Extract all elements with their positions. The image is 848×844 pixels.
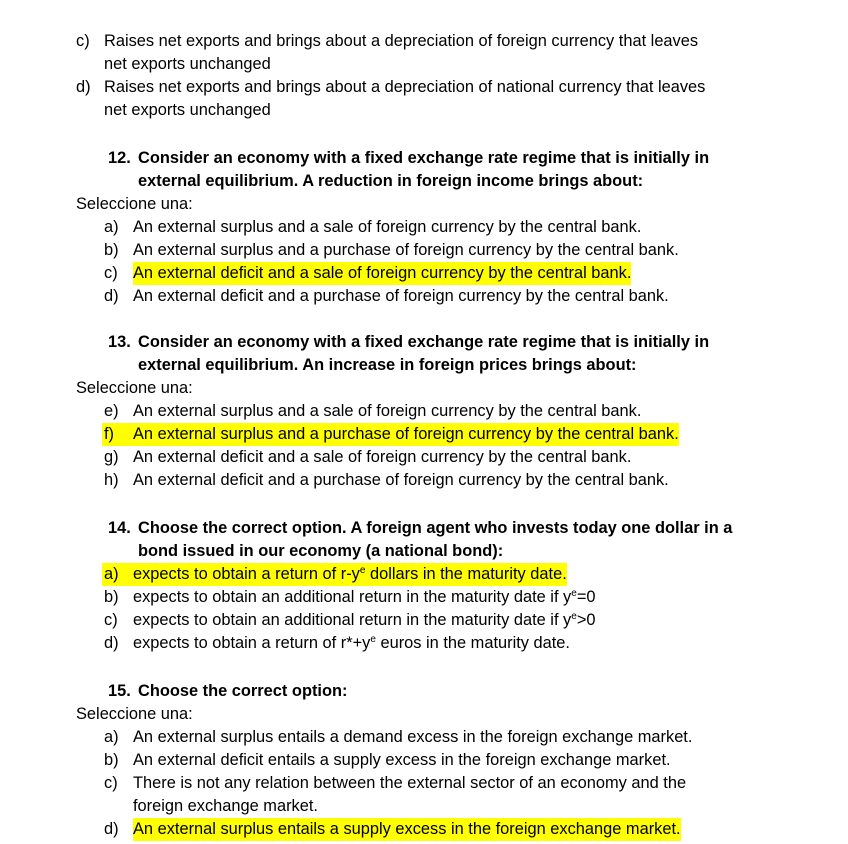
q13-option-e[interactable] — [0, 400, 848, 423]
q15-option-a[interactable] — [0, 726, 848, 749]
prev-option-c[interactable] — [0, 30, 848, 53]
q14-option-c[interactable] — [0, 609, 848, 632]
option-letter: c) — [104, 611, 118, 629]
q13-option-h[interactable] — [0, 469, 848, 492]
q14-option-d[interactable] — [0, 632, 848, 655]
option-letter: c) — [104, 264, 118, 282]
option-text-part: >0 — [576, 611, 596, 629]
q12-option-a[interactable] — [0, 216, 848, 239]
question-number: 13. — [108, 333, 131, 351]
select-label — [0, 377, 848, 400]
q13-option-g[interactable] — [0, 446, 848, 469]
question-number: 14. — [108, 519, 131, 537]
option-letter: b) — [104, 588, 119, 606]
question-number: 12. — [108, 149, 131, 167]
question-12-title — [0, 147, 848, 170]
question-text: bond issued in our economy (a national bond): — [138, 542, 504, 560]
option-text: Raises net exports and brings about a depreciation of foreign currency that leaves — [104, 32, 699, 50]
superscript: e — [571, 611, 577, 622]
option-text: An external surplus and a purchase of foreign currency by the central bank. — [133, 241, 679, 259]
option-text-part: =0 — [576, 588, 596, 606]
question-14-title — [0, 517, 848, 540]
option-text: An external surplus entails a demand excess in the foreign exchange market. — [133, 728, 693, 746]
option-letter: d) — [104, 634, 119, 652]
option-letter: d) — [104, 287, 119, 305]
question-number: 15. — [108, 682, 131, 700]
q15-option-b[interactable] — [0, 749, 848, 772]
option-text: Raises net exports and brings about a depreciation of national currency that leaves — [104, 78, 706, 96]
option-letter-highlighted: a) — [102, 563, 135, 586]
option-letter: e) — [104, 402, 119, 420]
question-13-title-cont — [0, 354, 848, 377]
q15-option-c-cont — [0, 795, 848, 818]
option-text-part: euros in the maturity date. — [375, 634, 570, 652]
q12-option-b[interactable] — [0, 239, 848, 262]
option-letter: d) — [104, 820, 119, 838]
option-text — [133, 632, 570, 655]
option-letter: a) — [104, 728, 119, 746]
option-text — [133, 586, 596, 609]
option-text: An external deficit and a purchase of foreign currency by the central bank. — [133, 287, 669, 305]
question-text: Choose the correct option: — [138, 682, 348, 700]
prev-option-d[interactable] — [0, 76, 848, 99]
superscript: e — [359, 565, 366, 576]
option-letter: c) — [104, 774, 118, 792]
option-letter: b) — [104, 241, 119, 259]
option-text — [133, 609, 596, 632]
q14-option-b[interactable] — [0, 586, 848, 609]
question-text: external equilibrium. An increase in foreign prices brings about: — [138, 356, 637, 374]
option-text: net exports unchanged — [104, 101, 271, 119]
option-text: An external deficit and a sale of foreign currency by the central bank. — [133, 448, 632, 466]
option-letter: a) — [104, 218, 119, 236]
option-text-highlighted: An external surplus entails a supply excess in the foreign exchange market. — [133, 818, 681, 841]
option-text: An external deficit entails a supply excess in the foreign exchange market. — [133, 751, 671, 769]
option-text-part: expects to obtain an additional return in the maturity date if y — [133, 588, 572, 606]
q15-option-c[interactable] — [0, 772, 848, 795]
option-letter: c) — [76, 32, 90, 50]
option-letter: b) — [104, 751, 119, 769]
option-text: An external deficit and a purchase of foreign currency by the central bank. — [133, 471, 669, 489]
option-text: An external surplus and a sale of foreign currency by the central bank. — [133, 218, 642, 236]
question-text: Choose the correct option. A foreign agent who invests today one dollar in a — [138, 519, 733, 537]
option-text: foreign exchange market. — [133, 797, 318, 815]
prev-option-d-cont — [0, 99, 848, 122]
q12-option-d[interactable] — [0, 285, 848, 308]
select-label — [0, 703, 848, 726]
question-text: Consider an economy with a fixed exchange rate regime that is initially in — [138, 333, 710, 351]
option-text: There is not any relation between the external sector of an economy and the — [133, 774, 687, 792]
superscript: e — [571, 588, 577, 599]
option-text: An external surplus and a sale of foreign currency by the central bank. — [133, 402, 642, 420]
q13-option-f[interactable] — [0, 423, 848, 446]
question-14-title-cont — [0, 540, 848, 563]
option-text-highlighted: An external deficit and a sale of foreign currency by the central bank. — [133, 262, 631, 285]
option-text-part: expects to obtain a return of r*+y — [133, 634, 371, 652]
select-label — [0, 193, 848, 216]
option-text-highlighted: An external surplus and a purchase of foreign currency by the central bank. — [133, 423, 679, 446]
select-label-text: Seleccione una: — [76, 379, 193, 397]
option-text: net exports unchanged — [104, 55, 271, 73]
question-12-title-cont — [0, 170, 848, 193]
option-letter: d) — [76, 78, 91, 96]
option-letter-highlighted: f) — [102, 423, 135, 446]
q15-option-d[interactable] — [0, 818, 848, 841]
question-15-title — [0, 680, 848, 703]
prev-option-c-cont — [0, 53, 848, 76]
q12-option-c[interactable] — [0, 262, 848, 285]
option-text-part: expects to obtain an additional return in the maturity date if y — [133, 611, 572, 629]
superscript: e — [370, 634, 376, 645]
option-letter: g) — [104, 448, 119, 466]
option-text-highlighted — [133, 563, 567, 586]
option-text-part: dollars in the maturity date. — [365, 565, 567, 583]
question-13-title — [0, 331, 848, 354]
option-letter: h) — [104, 471, 119, 489]
select-label-text: Seleccione una: — [76, 195, 193, 213]
option-text-part: expects to obtain a return of r-y — [133, 565, 360, 583]
question-text: external equilibrium. A reduction in foreign income brings about: — [138, 172, 644, 190]
select-label-text: Seleccione una: — [76, 705, 193, 723]
q14-option-a[interactable] — [0, 563, 848, 586]
question-text: Consider an economy with a fixed exchange rate regime that is initially in — [138, 149, 710, 167]
